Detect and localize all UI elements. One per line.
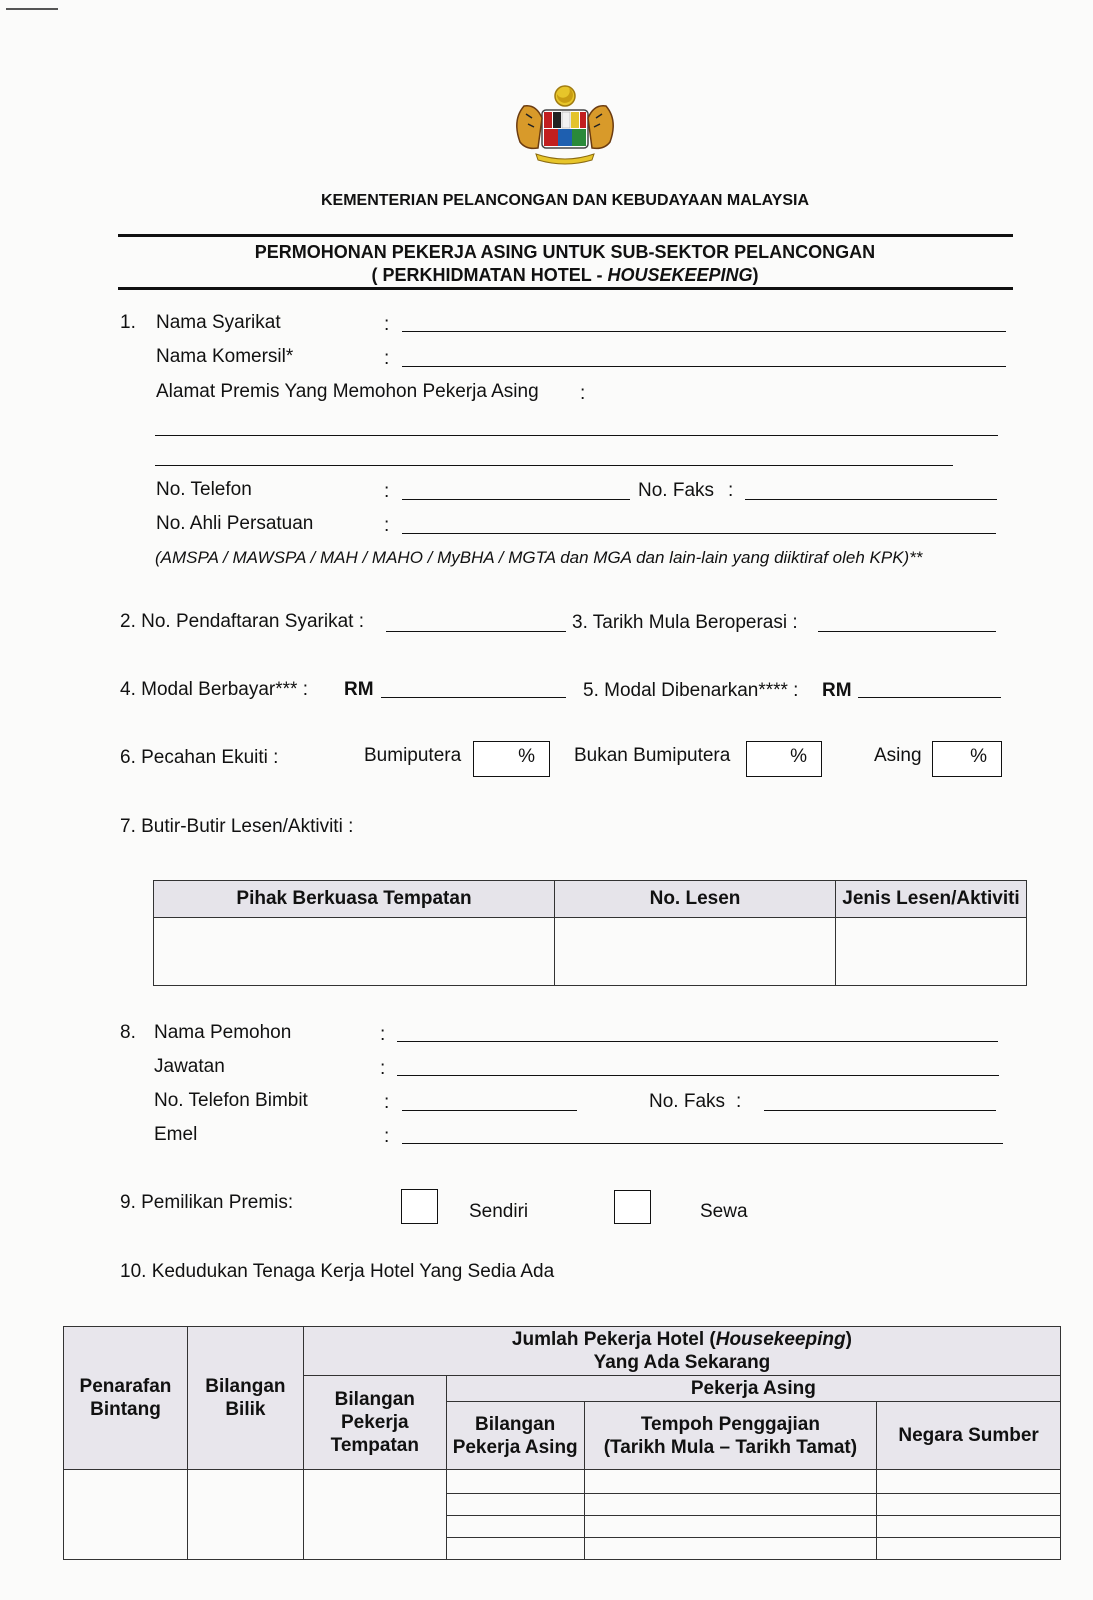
foreign-count-cell[interactable] <box>446 1470 584 1494</box>
col-star-rating: Penarafan Bintang <box>64 1327 188 1470</box>
star-rating-cell[interactable] <box>64 1470 188 1560</box>
colon: : <box>380 1058 386 1079</box>
premise-address-field-line-1[interactable] <box>155 435 998 436</box>
applicant-name-label: Nama Pemohon <box>154 1022 292 1043</box>
authorized-capital-currency: RM <box>822 680 852 701</box>
license-table <box>153 880 1027 986</box>
employment-period-cell[interactable] <box>584 1516 877 1538</box>
colon: : <box>384 481 390 502</box>
company-name-label: Nama Syarikat <box>156 312 281 333</box>
email-field[interactable] <box>402 1143 1003 1144</box>
license-col-number: No. Lesen <box>555 881 836 918</box>
license-col-type: Jenis Lesen/Aktiviti <box>836 881 1027 918</box>
mobile-label: No. Telefon Bimbit <box>154 1090 308 1111</box>
colon: : <box>736 1091 742 1112</box>
colon: : <box>580 383 586 404</box>
source-country-cell[interactable] <box>877 1494 1061 1516</box>
bumiputera-percent-box[interactable]: % <box>473 741 550 777</box>
colon: : <box>384 1126 390 1147</box>
title-bottom-rule <box>118 287 1013 290</box>
authorized-capital-label: 5. Modal Dibenarkan**** : <box>583 680 799 701</box>
ministry-name: KEMENTERIAN PELANCONGAN DAN KEBUDAYAAN MALAYSIA <box>320 192 810 209</box>
commercial-name-label: Nama Komersil* <box>156 346 294 367</box>
employment-period-cell[interactable] <box>584 1494 877 1516</box>
position-field[interactable] <box>397 1075 999 1076</box>
mobile-field[interactable] <box>402 1110 577 1111</box>
employment-period-cell[interactable] <box>584 1538 877 1560</box>
member-no-label: No. Ahli Persatuan <box>156 513 314 534</box>
foreign-count-cell[interactable] <box>446 1538 584 1560</box>
license-col-authority: Pihak Berkuasa Tempatan <box>154 881 555 918</box>
applicant-name-field[interactable] <box>397 1041 998 1042</box>
phone-field[interactable] <box>402 499 630 500</box>
email-label: Emel <box>154 1124 198 1145</box>
registration-no-label: 2. No. Pendaftaran Syarikat : <box>120 611 364 632</box>
position-label: Jawatan <box>154 1056 225 1077</box>
col-current-workers-group: Jumlah Pekerja Hotel (Housekeeping) Yang Ada Sekarang <box>303 1327 1060 1376</box>
colon: : <box>384 515 390 536</box>
col-foreign-workers-group: Pekerja Asing <box>446 1376 1060 1402</box>
form-title: PERMOHONAN PEKERJA ASING UNTUK SUB-SEKTOR PELANCONGAN <box>254 242 876 262</box>
non-bumiputera-label: Bukan Bumiputera <box>574 745 731 766</box>
employment-period-cell[interactable] <box>584 1470 877 1494</box>
colon: : <box>384 348 390 369</box>
col-local-workers: Bilangan Pekerja Tempatan <box>303 1376 446 1470</box>
premise-address-label: Alamat Premis Yang Memohon Pekerja Asing <box>156 381 539 402</box>
license-number-cell[interactable] <box>555 918 836 986</box>
source-country-cell[interactable] <box>877 1470 1061 1494</box>
workforce-table <box>63 1326 1061 1560</box>
paid-capital-label: 4. Modal Berbayar*** : <box>120 679 308 700</box>
license-details-label: 7. Butir-Butir Lesen/Aktiviti : <box>120 816 354 837</box>
company-name-field[interactable] <box>402 331 1006 332</box>
rent-label: Sewa <box>700 1201 748 1222</box>
non-bumiputera-percent-box[interactable]: % <box>746 741 822 777</box>
col-foreign-count: Bilangan Pekerja Asing <box>446 1402 584 1470</box>
source-country-cell[interactable] <box>877 1516 1061 1538</box>
colon: : <box>728 480 734 501</box>
premise-ownership-label: 9. Pemilikan Premis: <box>120 1192 294 1213</box>
license-authority-cell[interactable] <box>154 918 555 986</box>
member-no-field[interactable] <box>402 533 996 534</box>
license-type-cell[interactable] <box>836 918 1027 986</box>
fax-label: No. Faks <box>638 480 715 501</box>
own-label: Sendiri <box>469 1201 529 1222</box>
scan-artifact <box>6 8 58 10</box>
section-8-number: 8. <box>120 1022 136 1043</box>
local-workers-cell[interactable] <box>303 1470 446 1560</box>
applicant-fax-field[interactable] <box>764 1110 996 1111</box>
registration-no-field[interactable] <box>386 631 566 632</box>
col-room-count: Bilangan Bilik <box>187 1327 303 1470</box>
operation-start-label: 3. Tarikh Mula Beroperasi : <box>572 612 798 633</box>
fax-field[interactable] <box>745 499 997 500</box>
operation-start-field[interactable] <box>818 631 996 632</box>
foreign-label: Asing <box>874 745 922 766</box>
premise-address-field-line-2[interactable] <box>155 465 953 466</box>
colon: : <box>384 1092 390 1113</box>
colon: : <box>384 314 390 335</box>
foreign-count-cell[interactable] <box>446 1494 584 1516</box>
foreign-percent-box[interactable]: % <box>932 741 1002 777</box>
rent-checkbox[interactable] <box>614 1190 651 1224</box>
col-employment-period: Tempoh Penggajian (Tarikh Mula – Tarikh Tamat) <box>584 1402 877 1470</box>
workforce-label: 10. Kedudukan Tenaga Kerja Hotel Yang Sedia Ada <box>120 1261 555 1282</box>
authorized-capital-field[interactable] <box>858 697 1001 698</box>
form-subtitle: ( PERKHIDMATAN HOTEL - HOUSEKEEPING) <box>371 265 759 285</box>
colon: : <box>380 1024 386 1045</box>
source-country-cell[interactable] <box>877 1538 1061 1560</box>
own-checkbox[interactable] <box>401 1189 438 1224</box>
bumiputera-label: Bumiputera <box>364 745 462 766</box>
foreign-count-cell[interactable] <box>446 1516 584 1538</box>
section-1-number: 1. <box>120 312 136 333</box>
paid-capital-field[interactable] <box>381 697 566 698</box>
equity-breakdown-label: 6. Pecahan Ekuiti : <box>120 747 279 768</box>
commercial-name-field[interactable] <box>402 366 1006 367</box>
room-count-cell[interactable] <box>187 1470 303 1560</box>
applicant-fax-label: No. Faks <box>649 1091 726 1112</box>
associations-note: (AMSPA / MAWSPA / MAH / MAHO / MyBHA / MGTA dan MGA dan lain-lain yang diiktiraf oleh KPK)** <box>155 548 923 567</box>
paid-capital-currency: RM <box>344 679 374 700</box>
title-top-rule <box>118 234 1013 237</box>
phone-label: No. Telefon <box>156 479 252 500</box>
col-source-country: Negara Sumber <box>877 1402 1061 1470</box>
coat-of-arms-emblem <box>510 80 620 168</box>
